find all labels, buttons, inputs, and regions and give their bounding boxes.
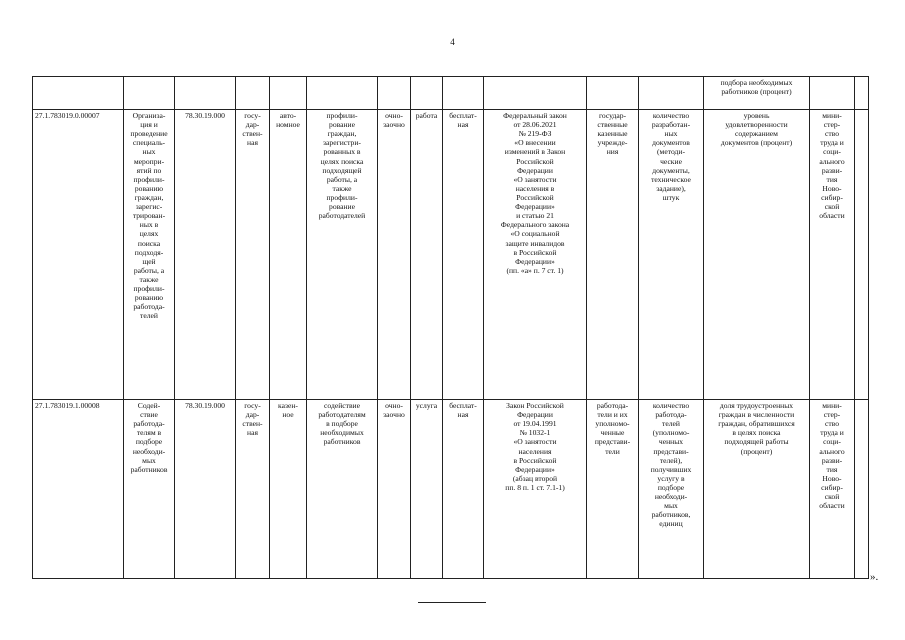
volume-indicator-cell: количество разработан- ных документов (методи- ческие документы, техническое задание), штук [639, 110, 704, 400]
table-row [33, 110, 869, 400]
type-cell: работа [411, 110, 443, 400]
form-cell: очно- заочно [378, 110, 411, 400]
table-row [33, 400, 869, 579]
quality-indicator-cell: доля трудоустроенных граждан в численности граждан, обратившихся в целях поиска подходящей работы (процент) [704, 400, 810, 579]
closing-quote: ». [870, 571, 879, 583]
volume-indicator-cell: количество работода- телей (уполномо- ченных представи- телей), получивших услугу в подборе необходи- мых работников, единиц [639, 400, 704, 579]
table-row [33, 77, 869, 110]
okved-cell: 78.30.19.000 [175, 400, 236, 579]
okved-cell: 78.30.19.000 [175, 110, 236, 400]
table-cell [307, 77, 378, 110]
table-cell [270, 77, 307, 110]
type-cell: услуга [411, 400, 443, 579]
table-cell [855, 400, 869, 579]
content-cell: профили- рование граждан, зарегистри- рованных в целях поиска подходящей работы, а также профили- рование работодателей [307, 110, 378, 400]
table-cell [639, 77, 704, 110]
legal-basis-cell: Закон Российской Федерации от 19.04.1991 № 1032-1 «О занятости населения в Российской Федерации» (абзац второй пп. 8 п. 1 ст. 7.1-1) [484, 400, 587, 579]
consumers-cell: работода- тели и их уполномо- ченные представи- тели [587, 400, 639, 579]
table-cell [124, 77, 175, 110]
consumers-cell: государ- ственные казенные учрежде- ния [587, 110, 639, 400]
registry-code-cell: 27.1.783019.1.00008 [33, 400, 124, 579]
institution-type-cell: авто- номное [270, 110, 307, 400]
institution-type-cell: казен- ное [270, 400, 307, 579]
authority-cell: мини- стер- ство труда и соци- ального разви- тия Ново- сибир- ской области [810, 400, 855, 579]
page-number: 4 [450, 37, 455, 47]
table-cell [378, 77, 411, 110]
table-cell [33, 77, 124, 110]
quality-indicator-cell: подбора необходимых работников (процент) [704, 77, 810, 110]
kind-cell: госу- дар- ствен- ная [236, 110, 270, 400]
table-cell [587, 77, 639, 110]
service-name-cell: Содей- ствие работода- телям в подборе необходи- мых работников [124, 400, 175, 579]
payment-cell: бесплат- ная [443, 110, 484, 400]
payment-cell: бесплат- ная [443, 400, 484, 579]
registry-table [32, 76, 869, 579]
table-cell [855, 77, 869, 110]
registry-code-cell: 27.1.783019.0.00007 [33, 110, 124, 400]
table-cell [810, 77, 855, 110]
table-cell [443, 77, 484, 110]
table-cell [484, 77, 587, 110]
table-cell [236, 77, 270, 110]
table-cell [175, 77, 236, 110]
form-cell: очно- заочно [378, 400, 411, 579]
kind-cell: госу- дар- ствен- ная [236, 400, 270, 579]
content-cell: содействие работодателям в подборе необходимых работников [307, 400, 378, 579]
footnote-separator [418, 602, 486, 603]
table-cell [411, 77, 443, 110]
service-name-cell: Организа- ция и проведение специаль- ных меропри- ятий по профили- рованию граждан, зарегис- трирован- ных в целях поиска подходя- щей работы, а также профили- рованию работода- телей [124, 110, 175, 400]
authority-cell: мини- стер- ство труда и соци- ального разви- тия Ново- сибир- ской области [810, 110, 855, 400]
legal-basis-cell: Федеральный закон от 28.06.2021 № 219-ФЗ «О внесении изменений в Закон Российской Федерации «О занятости населения в Российской Федерации» и статью 21 Федерального закона «О социальной защите инвалидов в Российской Федерации» (пп. «а» п. 7 ст. 1) [484, 110, 587, 400]
quality-indicator-cell: уровень удовлетворенности содержанием документов (процент) [704, 110, 810, 400]
table-cell [855, 110, 869, 400]
